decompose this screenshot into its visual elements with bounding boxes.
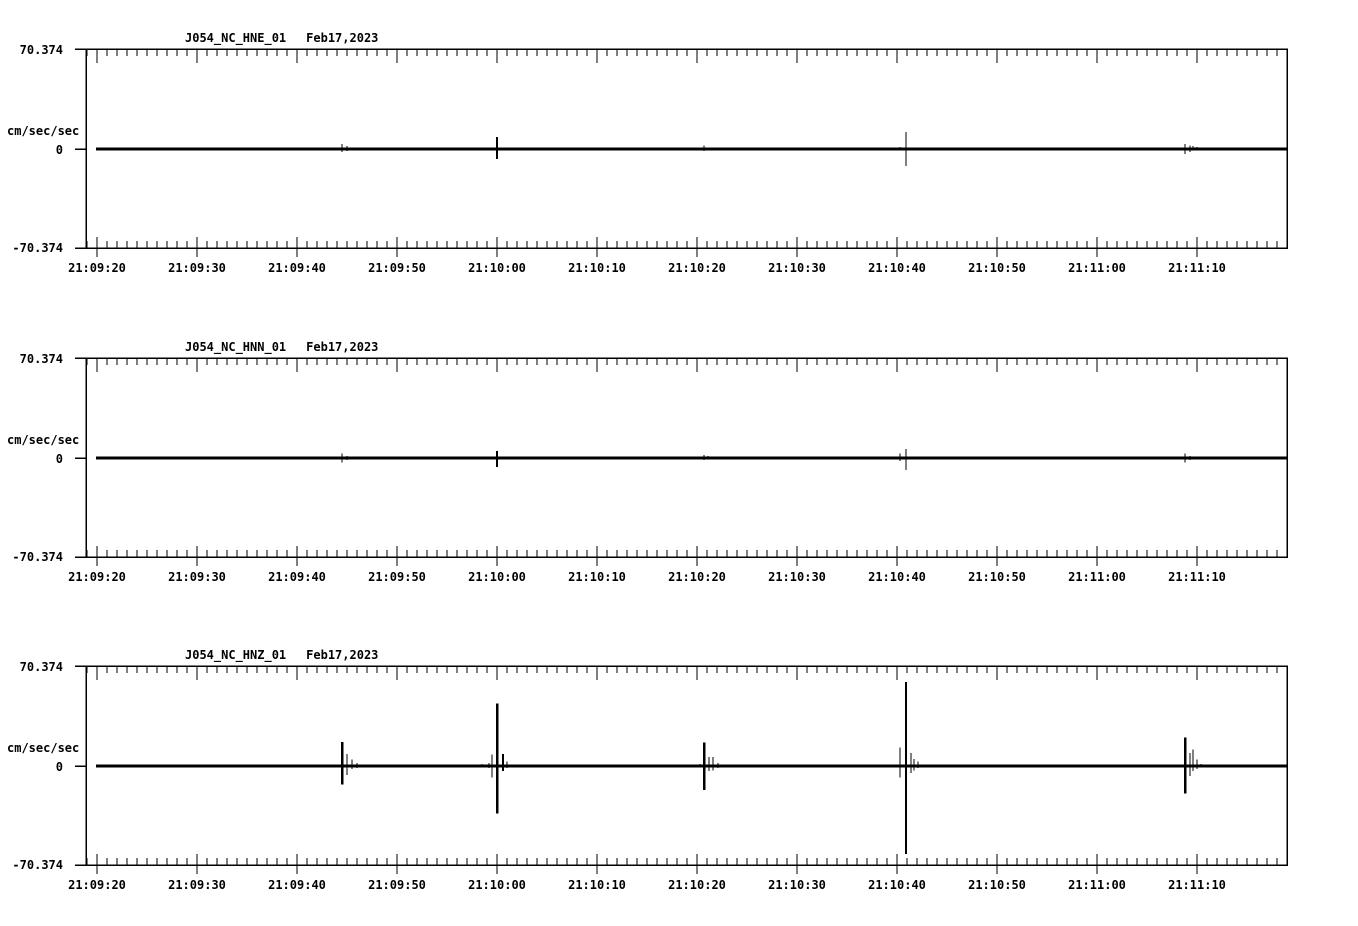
- x-tick-label: 21:10:00: [468, 570, 526, 584]
- x-tick-label: 21:09:50: [368, 570, 426, 584]
- x-tick-label: 21:10:50: [968, 878, 1026, 892]
- x-tick-label: 21:10:30: [768, 261, 826, 275]
- x-tick-label: 21:09:20: [68, 878, 126, 892]
- trace-date-label: Feb17,2023: [306, 648, 379, 662]
- x-tick-label: 21:09:50: [368, 878, 426, 892]
- x-tick-label: 21:09:30: [168, 878, 226, 892]
- x-tick-label: 21:10:10: [568, 261, 626, 275]
- waveform-plot: [0, 309, 1358, 618]
- x-tick-label: 21:11:00: [1068, 878, 1126, 892]
- x-tick-label: 21:11:10: [1168, 570, 1226, 584]
- y-axis-units-label: cm/sec/sec: [7, 741, 80, 755]
- station-channel-label: J054_NC_HNZ_01: [185, 648, 287, 662]
- y-max-label: 70.374: [19, 352, 63, 366]
- waveform-plot: [0, 0, 1358, 309]
- x-tick-label: 21:09:40: [268, 878, 326, 892]
- waveform-panel-hnz: [0, 617, 1358, 926]
- x-tick-label: 21:10:50: [968, 261, 1026, 275]
- x-tick-label: 21:09:40: [268, 570, 326, 584]
- x-tick-label: 21:09:20: [68, 570, 126, 584]
- x-tick-label: 21:11:10: [1168, 261, 1226, 275]
- y-zero-label: 0: [55, 760, 63, 774]
- x-tick-label: 21:10:40: [868, 261, 926, 275]
- x-tick-label: 21:09:20: [68, 261, 126, 275]
- x-tick-label: 21:10:20: [668, 878, 726, 892]
- trace-date-label: Feb17,2023: [306, 340, 379, 354]
- x-tick-label: 21:11:10: [1168, 878, 1226, 892]
- x-tick-label: 21:10:10: [568, 570, 626, 584]
- x-tick-label: 21:10:10: [568, 878, 626, 892]
- y-min-label: -70.374: [12, 241, 63, 255]
- y-max-label: 70.374: [19, 43, 63, 57]
- x-tick-label: 21:10:30: [768, 878, 826, 892]
- y-zero-label: 0: [55, 143, 63, 157]
- x-tick-label: 21:11:00: [1068, 570, 1126, 584]
- x-tick-label: 21:11:00: [1068, 261, 1126, 275]
- y-max-label: 70.374: [19, 660, 63, 674]
- x-tick-label: 21:10:20: [668, 261, 726, 275]
- y-min-label: -70.374: [12, 858, 63, 872]
- x-tick-label: 21:09:40: [268, 261, 326, 275]
- station-channel-label: J054_NC_HNN_01: [185, 340, 287, 354]
- waveform-panel-hne: [0, 0, 1358, 309]
- x-tick-label: 21:09:30: [168, 261, 226, 275]
- x-tick-label: 21:10:00: [468, 878, 526, 892]
- y-axis-units-label: cm/sec/sec: [7, 124, 80, 138]
- x-tick-label: 21:10:20: [668, 570, 726, 584]
- x-tick-label: 21:10:40: [868, 878, 926, 892]
- trace-date-label: Feb17,2023: [306, 31, 379, 45]
- waveform-plot: [0, 617, 1358, 926]
- y-axis-units-label: cm/sec/sec: [7, 433, 80, 447]
- y-min-label: -70.374: [12, 550, 63, 564]
- x-tick-label: 21:10:40: [868, 570, 926, 584]
- y-zero-label: 0: [55, 452, 63, 466]
- station-channel-label: J054_NC_HNE_01: [185, 31, 287, 45]
- x-tick-label: 21:10:50: [968, 570, 1026, 584]
- x-tick-label: 21:09:30: [168, 570, 226, 584]
- x-tick-label: 21:10:30: [768, 570, 826, 584]
- x-tick-label: 21:10:00: [468, 261, 526, 275]
- x-tick-label: 21:09:50: [368, 261, 426, 275]
- waveform-panel-hnn: [0, 309, 1358, 618]
